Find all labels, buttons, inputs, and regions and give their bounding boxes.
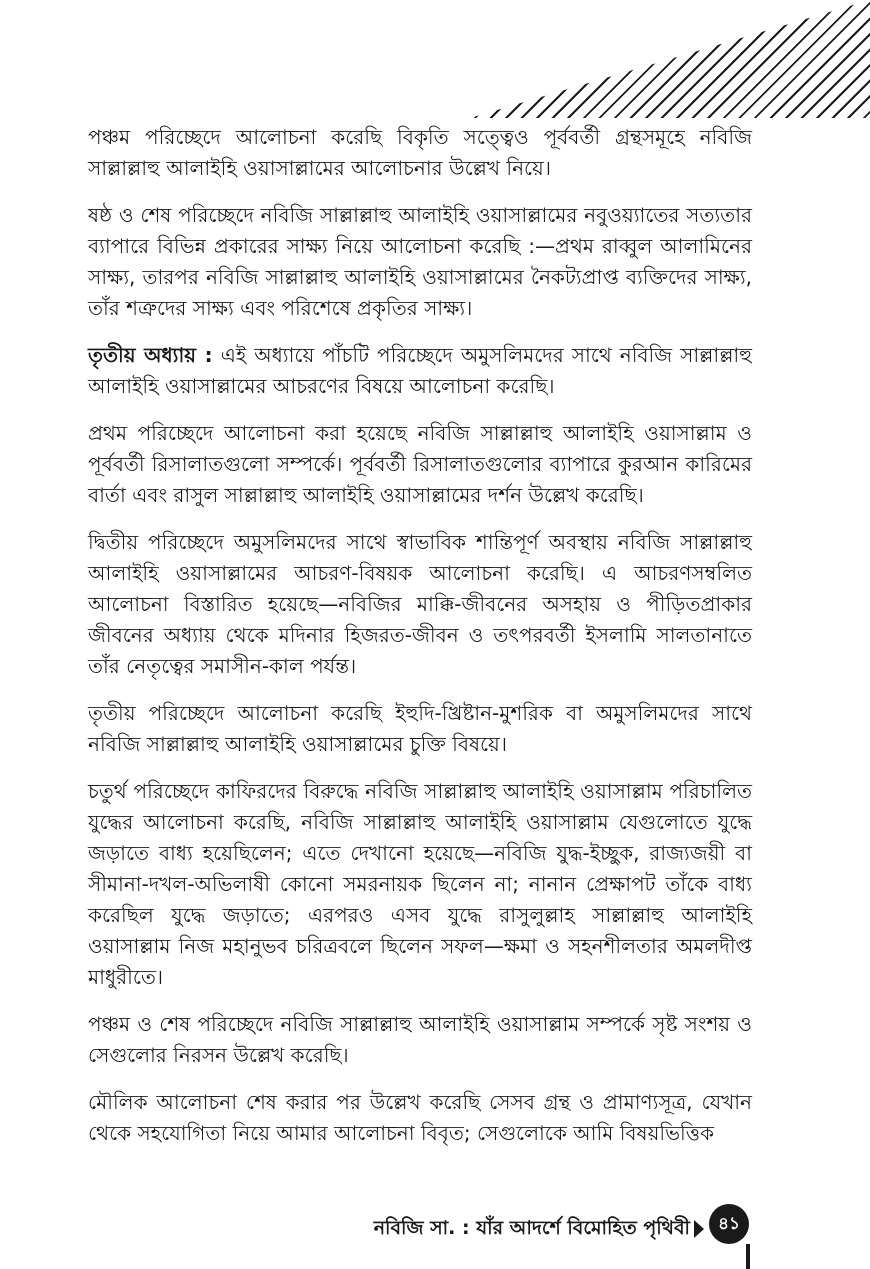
paragraph-5 [88,527,752,682]
page-marker-bar [746,1244,750,1269]
triangle-arrow-icon [694,1220,704,1238]
page-footer [0,1206,870,1266]
paragraph-text: প্রথম পরিচ্ছেদে আলোচনা করা হয়েছে নবিজি সাল্লাল্লাহু আলাইহি ওয়াসাল্লাম ও পূর্ববর্তী রিসালাতগুলো সম্পর্কে। পূর্ববর্তী রিসালাতগুলোর ব্যাপারে কুরআন কারিমের বার্তা এবং রাসুল সাল্লাল্লাহু আলাইহি ওয়াসাল্লামের দর্শন উল্লেখ করেছি। [88,421,752,507]
page-body [88,122,752,1165]
paragraph-7 [88,776,752,993]
chapter-heading: তৃতীয় অধ্যায় : [88,343,213,367]
paragraph-text: চতুর্থ পরিচ্ছেদে কাফিরদের বিরুদ্ধে নবিজি সাল্লাল্লাহু আলাইহি ওয়াসাল্লাম পরিচালিত যুদ্ধের আলোচনা করেছি, নবিজি সাল্লাল্লাহু আলাইহি ওয়াসাল্লাম যেগুলোতে যুদ্ধে জড়াতে বাধ্য হয়েছিলেন; এতে দেখানো হয়েছে—নবিজি যুদ্ধ-ইচ্ছুক, রাজ্যজয়ী বা সীমানা-দখল-অভিলাষী কোনো সমরনায়ক ছিলেন না; নানান প্রেক্ষাপট তাঁকে বাধ্য করেছিল যুদ্ধে জড়াতে; এরপরও এসব যুদ্ধে রাসুলুল্লাহ সাল্লাল্লাহু আলাইহি ওয়াসাল্লাম নিজ মহানুভব চরিত্রবলে ছিলেন সফল—ক্ষমা ও সহনশীলতার অমলদীপ্ত মাধুরীতে। [88,779,752,989]
decorative-stripes [470,0,870,118]
page-number: ৪১ [709,1204,749,1244]
paragraph-text: পঞ্চম পরিচ্ছেদে আলোচনা করেছি বিকৃতি সত্ত্বেও পূর্ববর্তী গ্রন্থসমূহে নবিজি সাল্লাল্লাহু আলাইহি ওয়াসাল্লামের আলোচনার উল্লেখ নিয়ে। [88,125,752,180]
paragraph-text: তৃতীয় পরিচ্ছেদে আলোচনা করেছি ইহুদি-খ্রিষ্টান-মুশরিক বা অমুসলিমদের সাথে নবিজি সাল্লাল্লাহু আলাইহি ওয়াসাল্লামের চুক্তি বিষয়ে। [88,701,752,756]
paragraph-2 [88,200,752,324]
book-title: নবিজি সা. : যাঁর আদর্শে বিমোহিত পৃথিবী [373,1217,690,1239]
paragraph-6 [88,698,752,760]
paragraph-text: পঞ্চম ও শেষ পরিচ্ছেদে নবিজি সাল্লাল্লাহু আলাইহি ওয়াসাল্লাম সম্পর্কে সৃষ্ট সংশয় ও সেগুলোর নিরসন উল্লেখ করেছি। [88,1012,752,1067]
paragraph-3 [88,340,752,402]
paragraph-9 [88,1087,752,1149]
paragraph-1 [88,122,752,184]
paragraph-8 [88,1009,752,1071]
paragraph-text: দ্বিতীয় পরিচ্ছেদে অমুসলিমদের সাথে স্বাভাবিক শান্তিপূর্ণ অবস্থায় নবিজি সাল্লাল্লাহু আলাইহি ওয়াসাল্লামের আচরণ-বিষয়ক আলোচনা করেছি। এ আচরণসম্বলিত আলোচনা বিস্তারিত হয়েছে—নবিজির মাক্কি-জীবনের অসহায় ও পীড়িতপ্রাকার জীবনের অধ্যায় থেকে মদিনার হিজরত-জীবন ও তৎপরবর্তী ইসলামি সালতানাতে তাঁর নেতৃত্বের সমাসীন-কাল পর্যন্ত। [88,530,752,678]
paragraph-text: ষষ্ঠ ও শেষ পরিচ্ছেদে নবিজি সাল্লাল্লাহু আলাইহি ওয়াসাল্লামের নবুওয়্যাতের সত্যতার ব্যাপারে বিভিন্ন প্রকারের সাক্ষ্য নিয়ে আলোচনা করেছি :—প্রথম রাব্বুল আলামিনের সাক্ষ্য, তারপর নবিজি সাল্লাল্লাহু আলাইহি ওয়াসাল্লামের নৈকট্যপ্রাপ্ত ব্যক্তিদের সাক্ষ্য, তাঁর শত্রুদের সাক্ষ্য এবং পরিশেষে প্রকৃতির সাক্ষ্য। [88,203,752,320]
paragraph-text: মৌলিক আলোচনা শেষ করার পর উল্লেখ করেছি সেসব গ্রন্থ ও প্রামাণ্যসূত্র, যেখান থেকে সহযোগিতা নিয়ে আমার আলোচনা বিবৃত; সেগুলোকে আমি বিষয়ভিত্তিক [88,1090,752,1145]
paragraph-text: এই অধ্যায়ে পাঁচটি পরিচ্ছেদে অমুসলিমদের সাথে নবিজি সাল্লাল্লাহু আলাইহি ওয়াসাল্লামের আচরণের বিষয়ে আলোচনা করেছি। [88,343,752,398]
paragraph-4 [88,418,752,511]
